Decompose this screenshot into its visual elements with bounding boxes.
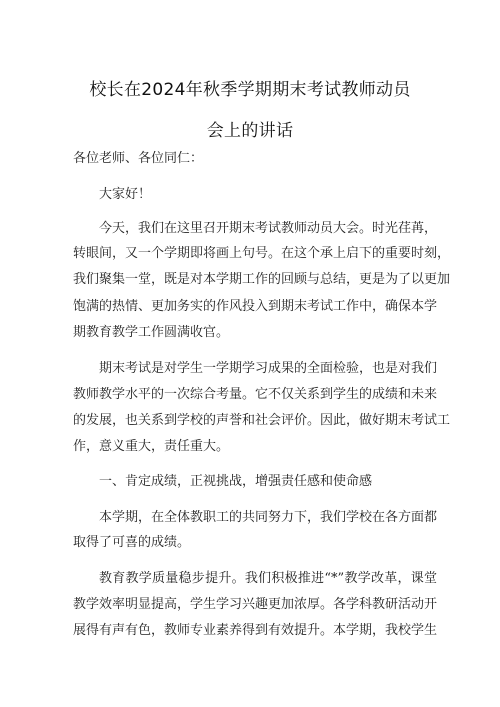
body-line: 展得有声有色，教师专业素养得到有效提升。本学期，我校学生 xyxy=(73,623,438,638)
body-line: 本学期，在全体教职工的共同努力下，我们学校在各方面都 xyxy=(99,510,438,525)
body-line: 饱满的热情、更加务实的作风投入到期末考试工作中，确保本学 xyxy=(73,299,438,314)
body-line: 今天，我们在这里召开期末考试教师动员大会。时光荏苒， xyxy=(99,221,438,236)
body-line: 教师教学水平的一次综合考量。它不仅关系到学生的成绩和未来 xyxy=(73,387,438,402)
body-line: 的发展，也关系到学校的声誉和社会评价。因此，做好期末考试工 xyxy=(73,413,451,428)
body-line: 教育教学质量稳步提升。我们积极推进“*”教学改革，课堂 xyxy=(99,571,437,586)
body-line: 我们聚集一堂，既是对本学期工作的回顾与总结，更是为了以更加 xyxy=(73,272,451,287)
body-line: 教学效率明显提高，学生学习兴趣更加浓厚。各学科教研活动开 xyxy=(73,597,438,612)
document-title-line-1: 校长在2024年秋季学期期末考试教师动员 xyxy=(89,80,411,100)
body-line: 作，意义重大，责任重大。 xyxy=(73,439,230,454)
body-line: 转眼间，又一个学期即将画上句号。在这个承上启下的重要时刻， xyxy=(73,246,451,261)
salutation: 各位老师、各位同仁： xyxy=(73,151,204,166)
section-heading: 一、肯定成绩，正视挑战，增强责任感和使命感 xyxy=(99,474,373,489)
body-line: 取得了可喜的成绩。 xyxy=(73,535,191,550)
document-title-line-2: 会上的讲话 xyxy=(206,121,294,141)
body-line: 期末考试是对学生一学期学习成果的全面检验，也是对我们 xyxy=(99,361,438,376)
body-line: 期教育教学工作圆满收官。 xyxy=(73,325,230,340)
greeting: 大家好！ xyxy=(99,187,152,202)
